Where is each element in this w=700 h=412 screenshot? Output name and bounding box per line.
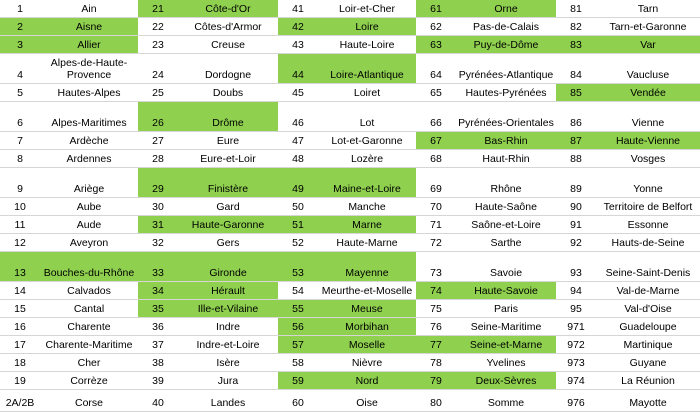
dept-number[interactable]: 42 bbox=[278, 18, 318, 36]
dept-name[interactable]: Loiret bbox=[318, 84, 416, 102]
dept-name[interactable]: Mayotte bbox=[596, 390, 700, 412]
dept-name[interactable]: Deux-Sèvres bbox=[456, 372, 556, 390]
dept-number[interactable]: 22 bbox=[138, 18, 178, 36]
dept-name[interactable]: Haute-Saône bbox=[456, 198, 556, 216]
dept-number[interactable]: 6 bbox=[0, 102, 40, 132]
dept-number[interactable]: 34 bbox=[138, 282, 178, 300]
dept-name[interactable]: Aude bbox=[40, 216, 138, 234]
dept-name[interactable]: Meuse bbox=[318, 300, 416, 318]
dept-number[interactable]: 91 bbox=[556, 216, 596, 234]
dept-name[interactable]: Doubs bbox=[178, 84, 278, 102]
dept-number[interactable]: 40 bbox=[138, 390, 178, 412]
dept-number[interactable]: 38 bbox=[138, 354, 178, 372]
dept-number[interactable]: 37 bbox=[138, 336, 178, 354]
dept-number[interactable]: 89 bbox=[556, 168, 596, 198]
dept-number[interactable]: 41 bbox=[278, 0, 318, 18]
dept-name[interactable]: Corse bbox=[40, 390, 138, 412]
dept-number[interactable]: 29 bbox=[138, 168, 178, 198]
dept-number[interactable]: 45 bbox=[278, 84, 318, 102]
dept-number[interactable]: 57 bbox=[278, 336, 318, 354]
dept-name[interactable]: Lot bbox=[318, 102, 416, 132]
dept-number[interactable]: 75 bbox=[416, 300, 456, 318]
dept-number[interactable]: 33 bbox=[138, 252, 178, 282]
dept-number[interactable]: 65 bbox=[416, 84, 456, 102]
dept-number[interactable]: 90 bbox=[556, 198, 596, 216]
dept-number[interactable]: 72 bbox=[416, 234, 456, 252]
dept-name[interactable]: Var bbox=[596, 36, 700, 54]
dept-name[interactable]: Pyrénées-Orientales bbox=[456, 102, 556, 132]
dept-name[interactable]: Aisne bbox=[40, 18, 138, 36]
dept-number[interactable]: 14 bbox=[0, 282, 40, 300]
dept-number[interactable]: 13 bbox=[0, 252, 40, 282]
dept-name[interactable]: Nièvre bbox=[318, 354, 416, 372]
dept-number[interactable]: 50 bbox=[278, 198, 318, 216]
dept-number[interactable]: 5 bbox=[0, 84, 40, 102]
dept-name[interactable]: Loir-et-Cher bbox=[318, 0, 416, 18]
dept-number[interactable]: 10 bbox=[0, 198, 40, 216]
dept-name[interactable]: Charente-Maritime bbox=[40, 336, 138, 354]
dept-name[interactable]: Loire-Atlantique bbox=[318, 54, 416, 84]
dept-number[interactable]: 54 bbox=[278, 282, 318, 300]
dept-number[interactable]: 76 bbox=[416, 318, 456, 336]
dept-name[interactable]: Seine-et-Marne bbox=[456, 336, 556, 354]
dept-number[interactable]: 62 bbox=[416, 18, 456, 36]
dept-name[interactable]: Vienne bbox=[596, 102, 700, 132]
dept-number[interactable]: 95 bbox=[556, 300, 596, 318]
dept-name[interactable]: Eure-et-Loir bbox=[178, 150, 278, 168]
dept-number[interactable]: 73 bbox=[416, 252, 456, 282]
dept-name[interactable]: Côtes-d'Armor bbox=[178, 18, 278, 36]
dept-name[interactable]: Gers bbox=[178, 234, 278, 252]
dept-name[interactable]: Vosges bbox=[596, 150, 700, 168]
dept-name[interactable]: Saône-et-Loire bbox=[456, 216, 556, 234]
dept-name[interactable]: Cantal bbox=[40, 300, 138, 318]
dept-number[interactable]: 52 bbox=[278, 234, 318, 252]
dept-name[interactable]: Seine-Maritime bbox=[456, 318, 556, 336]
dept-name[interactable]: Alpes-de-Haute-Provence bbox=[40, 54, 138, 84]
dept-name[interactable]: Essonne bbox=[596, 216, 700, 234]
dept-number[interactable]: 88 bbox=[556, 150, 596, 168]
dept-name[interactable]: Somme bbox=[456, 390, 556, 412]
dept-number[interactable]: 82 bbox=[556, 18, 596, 36]
dept-number[interactable]: 21 bbox=[138, 0, 178, 18]
dept-number[interactable]: 93 bbox=[556, 252, 596, 282]
dept-name[interactable]: Ardèche bbox=[40, 132, 138, 150]
dept-number[interactable]: 32 bbox=[138, 234, 178, 252]
dept-number[interactable]: 87 bbox=[556, 132, 596, 150]
dept-name[interactable]: Maine-et-Loire bbox=[318, 168, 416, 198]
dept-number[interactable]: 84 bbox=[556, 54, 596, 84]
dept-name[interactable]: Meurthe-et-Moselle bbox=[318, 282, 416, 300]
dept-name[interactable]: Haute-Vienne bbox=[596, 132, 700, 150]
dept-name[interactable]: Indre-et-Loire bbox=[178, 336, 278, 354]
dept-name[interactable]: Eure bbox=[178, 132, 278, 150]
dept-number[interactable]: 4 bbox=[0, 54, 40, 84]
dept-name[interactable]: Corrèze bbox=[40, 372, 138, 390]
dept-number[interactable]: 43 bbox=[278, 36, 318, 54]
dept-number[interactable]: 35 bbox=[138, 300, 178, 318]
dept-number[interactable]: 12 bbox=[0, 234, 40, 252]
dept-number[interactable]: 58 bbox=[278, 354, 318, 372]
dept-number[interactable]: 69 bbox=[416, 168, 456, 198]
dept-name[interactable]: Yvelines bbox=[456, 354, 556, 372]
dept-name[interactable]: Aveyron bbox=[40, 234, 138, 252]
dept-name[interactable]: Hautes-Alpes bbox=[40, 84, 138, 102]
dept-name[interactable]: Mayenne bbox=[318, 252, 416, 282]
dept-number[interactable]: 56 bbox=[278, 318, 318, 336]
dept-name[interactable]: Gard bbox=[178, 198, 278, 216]
dept-name[interactable]: Indre bbox=[178, 318, 278, 336]
dept-number[interactable]: 83 bbox=[556, 36, 596, 54]
dept-number[interactable]: 971 bbox=[556, 318, 596, 336]
dept-number[interactable]: 1 bbox=[0, 0, 40, 18]
dept-name[interactable]: Orne bbox=[456, 0, 556, 18]
dept-number[interactable]: 23 bbox=[138, 36, 178, 54]
dept-name[interactable]: Finistère bbox=[178, 168, 278, 198]
dept-number[interactable]: 24 bbox=[138, 54, 178, 84]
dept-number[interactable]: 16 bbox=[0, 318, 40, 336]
dept-name[interactable]: Bas-Rhin bbox=[456, 132, 556, 150]
dept-number[interactable]: 976 bbox=[556, 390, 596, 412]
dept-number[interactable]: 80 bbox=[416, 390, 456, 412]
dept-name[interactable]: Haute-Savoie bbox=[456, 282, 556, 300]
dept-name[interactable]: Haute-Marne bbox=[318, 234, 416, 252]
dept-name[interactable]: Hautes-Pyrénées bbox=[456, 84, 556, 102]
dept-name[interactable]: Val-de-Marne bbox=[596, 282, 700, 300]
dept-number[interactable]: 30 bbox=[138, 198, 178, 216]
dept-number[interactable]: 55 bbox=[278, 300, 318, 318]
dept-number[interactable]: 59 bbox=[278, 372, 318, 390]
dept-name[interactable]: Cher bbox=[40, 354, 138, 372]
dept-name[interactable]: Vaucluse bbox=[596, 54, 700, 84]
dept-name[interactable]: Aube bbox=[40, 198, 138, 216]
dept-name[interactable]: Lozère bbox=[318, 150, 416, 168]
dept-number[interactable]: 79 bbox=[416, 372, 456, 390]
dept-number[interactable]: 44 bbox=[278, 54, 318, 84]
dept-number[interactable]: 63 bbox=[416, 36, 456, 54]
dept-number[interactable]: 92 bbox=[556, 234, 596, 252]
dept-number[interactable]: 25 bbox=[138, 84, 178, 102]
dept-number[interactable]: 18 bbox=[0, 354, 40, 372]
dept-name[interactable]: La Réunion bbox=[596, 372, 700, 390]
dept-name[interactable]: Haute-Garonne bbox=[178, 216, 278, 234]
dept-name[interactable]: Ardennes bbox=[40, 150, 138, 168]
dept-name[interactable]: Calvados bbox=[40, 282, 138, 300]
dept-number[interactable]: 94 bbox=[556, 282, 596, 300]
dept-name[interactable]: Guyane bbox=[596, 354, 700, 372]
dept-name[interactable]: Lot-et-Garonne bbox=[318, 132, 416, 150]
dept-name[interactable]: Haute-Loire bbox=[318, 36, 416, 54]
dept-name[interactable]: Seine-Saint-Denis bbox=[596, 252, 700, 282]
dept-number[interactable]: 70 bbox=[416, 198, 456, 216]
dept-number[interactable]: 28 bbox=[138, 150, 178, 168]
dept-name[interactable]: Pas-de-Calais bbox=[456, 18, 556, 36]
dept-number[interactable]: 49 bbox=[278, 168, 318, 198]
dept-number[interactable]: 68 bbox=[416, 150, 456, 168]
dept-name[interactable]: Landes bbox=[178, 390, 278, 412]
dept-name[interactable]: Hauts-de-Seine bbox=[596, 234, 700, 252]
dept-number[interactable]: 2A/2B bbox=[0, 390, 40, 412]
dept-number[interactable]: 64 bbox=[416, 54, 456, 84]
dept-name[interactable]: Creuse bbox=[178, 36, 278, 54]
dept-number[interactable]: 11 bbox=[0, 216, 40, 234]
dept-name[interactable]: Nord bbox=[318, 372, 416, 390]
dept-name[interactable]: Tarn-et-Garonne bbox=[596, 18, 700, 36]
dept-name[interactable]: Sarthe bbox=[456, 234, 556, 252]
dept-name[interactable]: Loire bbox=[318, 18, 416, 36]
dept-number[interactable]: 85 bbox=[556, 84, 596, 102]
dept-number[interactable]: 78 bbox=[416, 354, 456, 372]
dept-name[interactable]: Drôme bbox=[178, 102, 278, 132]
dept-number[interactable]: 3 bbox=[0, 36, 40, 54]
dept-name[interactable]: Allier bbox=[40, 36, 138, 54]
dept-name[interactable]: Val-d'Oise bbox=[596, 300, 700, 318]
dept-number[interactable]: 15 bbox=[0, 300, 40, 318]
dept-name[interactable]: Côte-d'Or bbox=[178, 0, 278, 18]
dept-name[interactable]: Bouches-du-Rhône bbox=[40, 252, 138, 282]
dept-name[interactable]: Pyrénées-Atlantique bbox=[456, 54, 556, 84]
dept-name[interactable]: Marne bbox=[318, 216, 416, 234]
dept-number[interactable]: 53 bbox=[278, 252, 318, 282]
dept-number[interactable]: 74 bbox=[416, 282, 456, 300]
dept-name[interactable]: Hérault bbox=[178, 282, 278, 300]
dept-number[interactable]: 7 bbox=[0, 132, 40, 150]
dept-number[interactable]: 60 bbox=[278, 390, 318, 412]
dept-name[interactable]: Territoire de Belfort bbox=[596, 198, 700, 216]
dept-number[interactable]: 51 bbox=[278, 216, 318, 234]
dept-number[interactable]: 81 bbox=[556, 0, 596, 18]
dept-number[interactable]: 26 bbox=[138, 102, 178, 132]
dept-name[interactable]: Guadeloupe bbox=[596, 318, 700, 336]
dept-name[interactable]: Ille-et-Vilaine bbox=[178, 300, 278, 318]
dept-number[interactable]: 19 bbox=[0, 372, 40, 390]
dept-name[interactable]: Puy-de-Dôme bbox=[456, 36, 556, 54]
dept-number[interactable]: 17 bbox=[0, 336, 40, 354]
dept-name[interactable]: Ariège bbox=[40, 168, 138, 198]
dept-number[interactable]: 48 bbox=[278, 150, 318, 168]
dept-name[interactable]: Charente bbox=[40, 318, 138, 336]
dept-name[interactable]: Morbihan bbox=[318, 318, 416, 336]
dept-name[interactable]: Gironde bbox=[178, 252, 278, 282]
dept-name[interactable]: Martinique bbox=[596, 336, 700, 354]
dept-number[interactable]: 46 bbox=[278, 102, 318, 132]
dept-name[interactable]: Ain bbox=[40, 0, 138, 18]
dept-number[interactable]: 77 bbox=[416, 336, 456, 354]
dept-number[interactable]: 8 bbox=[0, 150, 40, 168]
dept-name[interactable]: Yonne bbox=[596, 168, 700, 198]
dept-name[interactable]: Isère bbox=[178, 354, 278, 372]
dept-number[interactable]: 972 bbox=[556, 336, 596, 354]
dept-number[interactable]: 86 bbox=[556, 102, 596, 132]
dept-number[interactable]: 974 bbox=[556, 372, 596, 390]
dept-number[interactable]: 2 bbox=[0, 18, 40, 36]
dept-name[interactable]: Manche bbox=[318, 198, 416, 216]
dept-number[interactable]: 39 bbox=[138, 372, 178, 390]
dept-number[interactable]: 67 bbox=[416, 132, 456, 150]
dept-name[interactable]: Haut-Rhin bbox=[456, 150, 556, 168]
dept-name[interactable]: Moselle bbox=[318, 336, 416, 354]
dept-name[interactable]: Oise bbox=[318, 390, 416, 412]
dept-number[interactable]: 71 bbox=[416, 216, 456, 234]
dept-name[interactable]: Savoie bbox=[456, 252, 556, 282]
dept-name[interactable]: Jura bbox=[178, 372, 278, 390]
dept-number[interactable]: 36 bbox=[138, 318, 178, 336]
dept-number[interactable]: 27 bbox=[138, 132, 178, 150]
dept-name[interactable]: Alpes-Maritimes bbox=[40, 102, 138, 132]
dept-name[interactable]: Vendée bbox=[596, 84, 700, 102]
dept-name[interactable]: Tarn bbox=[596, 0, 700, 18]
dept-name[interactable]: Rhône bbox=[456, 168, 556, 198]
dept-number[interactable]: 973 bbox=[556, 354, 596, 372]
dept-number[interactable]: 66 bbox=[416, 102, 456, 132]
dept-number[interactable]: 31 bbox=[138, 216, 178, 234]
dept-name[interactable]: Paris bbox=[456, 300, 556, 318]
dept-number[interactable]: 61 bbox=[416, 0, 456, 18]
dept-number[interactable]: 9 bbox=[0, 168, 40, 198]
dept-number[interactable]: 47 bbox=[278, 132, 318, 150]
dept-name[interactable]: Dordogne bbox=[178, 54, 278, 84]
